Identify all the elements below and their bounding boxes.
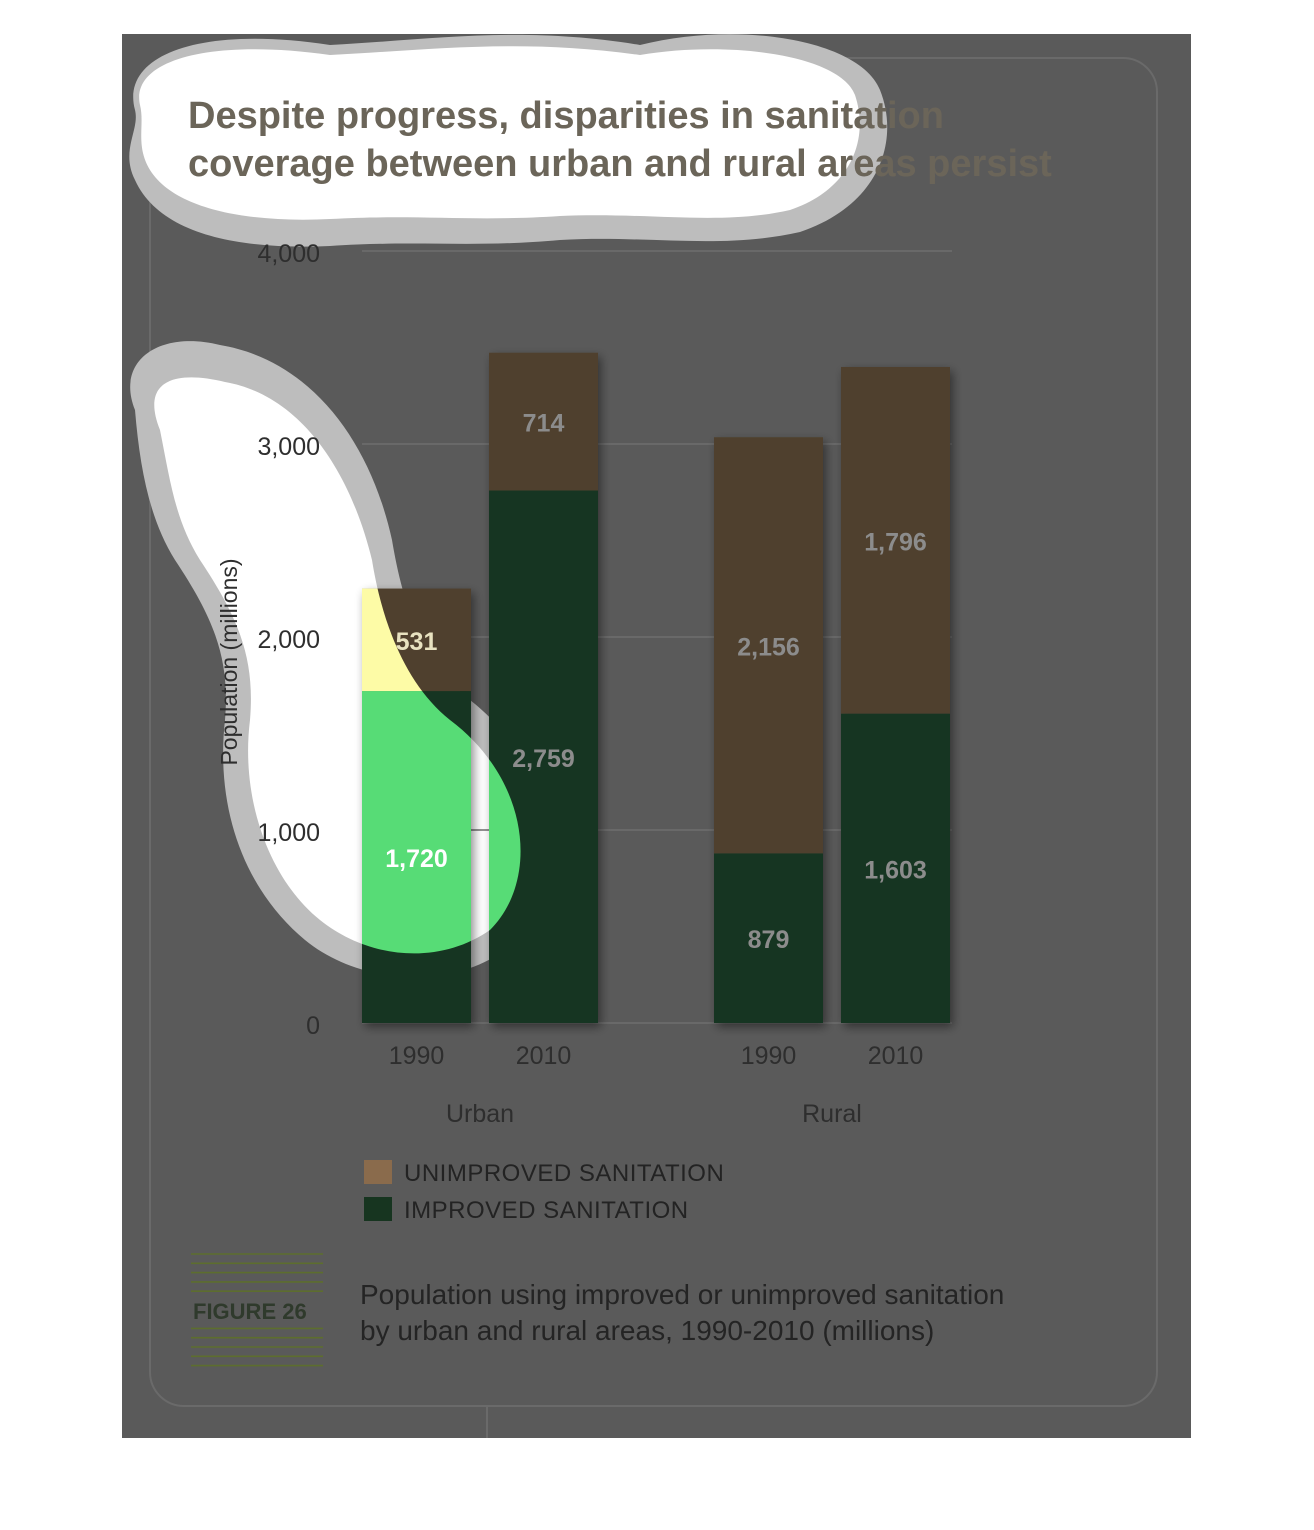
legend-swatch-unimproved bbox=[364, 1160, 392, 1184]
y-axis-label: Population (millions) bbox=[216, 558, 242, 766]
y-tick-label: 2,000 bbox=[257, 626, 320, 654]
bar-label-unimproved: 2,156 bbox=[737, 633, 800, 662]
bar-label-improved: 2,759 bbox=[512, 744, 575, 773]
x-tick-label: 2010 bbox=[867, 1042, 924, 1070]
x-tick-label: 2010 bbox=[515, 1042, 572, 1070]
bar-label-improved: 879 bbox=[747, 926, 790, 955]
bar-label-improved: 1,720 bbox=[385, 845, 448, 874]
legend-label-improved: IMPROVED SANITATION bbox=[404, 1197, 689, 1224]
bar-label-unimproved: 714 bbox=[522, 409, 565, 438]
y-tick-label: 0 bbox=[306, 1012, 320, 1040]
bar-stack bbox=[841, 367, 950, 1023]
y-tick-label: 3,000 bbox=[257, 433, 320, 461]
chart-title-line1: Despite progress, disparities in sanitation bbox=[188, 95, 944, 137]
chart-title-line2: coverage between urban and rural areas persist bbox=[188, 143, 1052, 185]
caption-line2: by urban and rural areas, 1990-2010 (millions) bbox=[360, 1315, 935, 1346]
legend-label-unimproved: UNIMPROVED SANITATION bbox=[404, 1160, 725, 1187]
bar-label-unimproved: 1,796 bbox=[864, 528, 927, 557]
x-tick-label: 1990 bbox=[740, 1042, 797, 1070]
caption-line1: Population using improved or unimproved sanitation bbox=[360, 1279, 1005, 1310]
group-label: Urban bbox=[445, 1100, 515, 1128]
y-tick-label: 4,000 bbox=[257, 240, 320, 268]
bar-stack bbox=[489, 353, 598, 1023]
y-tick-label: 1,000 bbox=[257, 819, 320, 847]
bar-label-improved: 1,603 bbox=[864, 856, 927, 885]
legend-swatch-improved bbox=[364, 1197, 392, 1221]
x-tick-label: 1990 bbox=[388, 1042, 445, 1070]
bar-label-unimproved: 531 bbox=[395, 627, 438, 656]
figure-label: FIGURE 26 bbox=[193, 1299, 307, 1324]
group-label: Rural bbox=[802, 1100, 862, 1128]
